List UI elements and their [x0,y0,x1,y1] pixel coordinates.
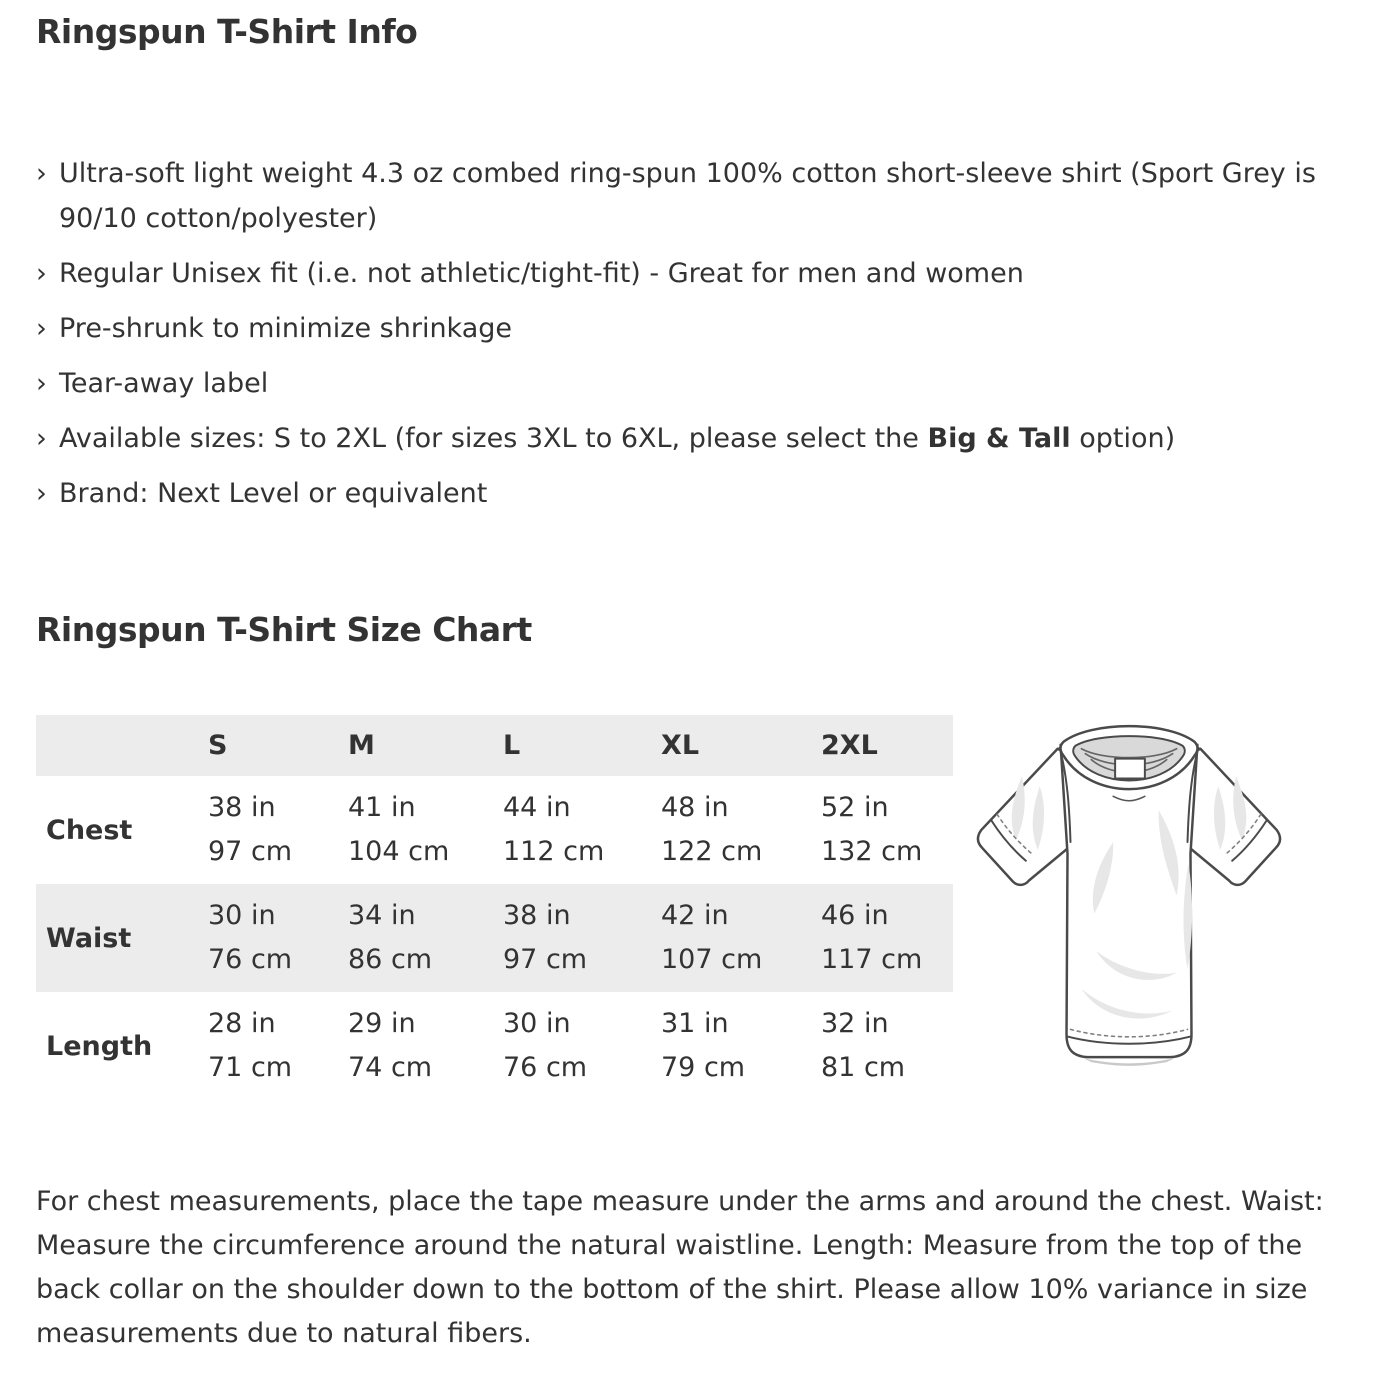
value-inches: 46 in [821,900,889,931]
value-cm: 122 cm [661,836,763,867]
value-cm: 132 cm [821,836,923,867]
size-chart-table [36,715,953,1100]
value-inches: 42 in [661,900,729,931]
size-cell [348,992,503,1100]
chevron-bullet-icon: › [36,423,47,454]
feature-list [36,151,1347,516]
size-cell [503,884,661,992]
value-cm: 86 cm [348,944,433,975]
value-cm: 104 cm [348,836,450,867]
size-cell [503,776,661,884]
size-chart-row-waist [36,884,953,992]
size-chart-row-chest [36,776,953,884]
feature-item-brand [36,471,1347,516]
size-cell [661,776,821,884]
value-inches: 34 in [348,900,416,931]
feature-item-sizes [36,416,1347,461]
column-header-s: S [208,730,228,761]
feature-text: Pre-shrunk to minimize shrinkage [59,313,513,344]
row-label-length: Length [46,1030,153,1062]
corner-cell [36,715,208,776]
feature-text: Ultra-soft light weight 4.3 oz combed ring-spun 100% cotton short-sleeve shirt (Sport Grey is 90/10 cotton/polyester) [59,158,1316,234]
feature-text: Regular Unisex fit (i.e. not athletic/tight-fit) - Great for men and women [59,258,1024,289]
value-inches: 31 in [661,1008,729,1039]
value-inches: 48 in [661,792,729,823]
chevron-bullet-icon: › [36,478,47,509]
size-cell [348,884,503,992]
size-cell [821,884,953,992]
column-header-2xl: 2XL [821,730,878,761]
chevron-bullet-icon: › [36,158,47,189]
value-cm: 107 cm [661,944,763,975]
row-label-waist: Waist [46,922,132,954]
feature-text: Brand: Next Level or equivalent [59,478,488,509]
size-cell [348,776,503,884]
value-inches: 44 in [503,792,571,823]
size-cell [503,992,661,1100]
size-chart-header-row [36,715,953,776]
feature-text-prefix: Available sizes: S to 2XL (for sizes 3XL to 6XL, please select the [59,423,928,454]
chevron-bullet-icon: › [36,368,47,399]
column-header-l: L [503,730,521,761]
size-cell [821,776,953,884]
size-cell [208,776,348,884]
value-inches: 30 in [208,900,276,931]
feature-item-material [36,151,1347,241]
value-inches: 29 in [348,1008,416,1039]
size-cell [208,992,348,1100]
value-cm: 71 cm [208,1052,293,1083]
feature-text-bold: Big & Tall [927,423,1071,454]
info-heading: Ringspun T-Shirt Info [36,12,418,51]
size-cell [821,992,953,1100]
value-cm: 81 cm [821,1052,906,1083]
value-inches: 32 in [821,1008,889,1039]
value-inches: 30 in [503,1008,571,1039]
size-chart-section [36,715,1347,1100]
value-cm: 97 cm [208,836,293,867]
value-cm: 112 cm [503,836,605,867]
value-cm: 79 cm [661,1052,746,1083]
measurement-note: For chest measurements, place the tape measure under the arms and around the chest. Waist: Measure the circumference around the natural waistline. Length: Measure from the top of the back collar on the shoulder down to the bottom of the shirt. Please allow 10% variance in size measurements due to natural fibers. [36,1186,1324,1349]
size-cell [661,992,821,1100]
value-inches: 38 in [503,900,571,931]
feature-item-preshrunk [36,306,1347,351]
value-inches: 41 in [348,792,416,823]
feature-text-suffix: option) [1070,423,1176,454]
feature-text: Tear-away label [59,368,269,399]
feature-item-label [36,361,1347,406]
column-header-m: M [348,730,375,761]
size-chart-heading: Ringspun T-Shirt Size Chart [36,610,532,649]
row-label-chest: Chest [46,814,133,846]
feature-item-fit [36,251,1347,296]
size-cell [661,884,821,992]
size-cell [208,884,348,992]
t-shirt-illustration [963,715,1295,1081]
value-cm: 76 cm [503,1052,588,1083]
value-inches: 52 in [821,792,889,823]
value-cm: 76 cm [208,944,293,975]
column-header-xl: XL [661,730,700,761]
value-cm: 117 cm [821,944,923,975]
size-chart-row-length [36,992,953,1100]
value-cm: 97 cm [503,944,588,975]
chevron-bullet-icon: › [36,258,47,289]
chevron-bullet-icon: › [36,313,47,344]
value-cm: 74 cm [348,1052,433,1083]
value-inches: 38 in [208,792,276,823]
value-inches: 28 in [208,1008,276,1039]
